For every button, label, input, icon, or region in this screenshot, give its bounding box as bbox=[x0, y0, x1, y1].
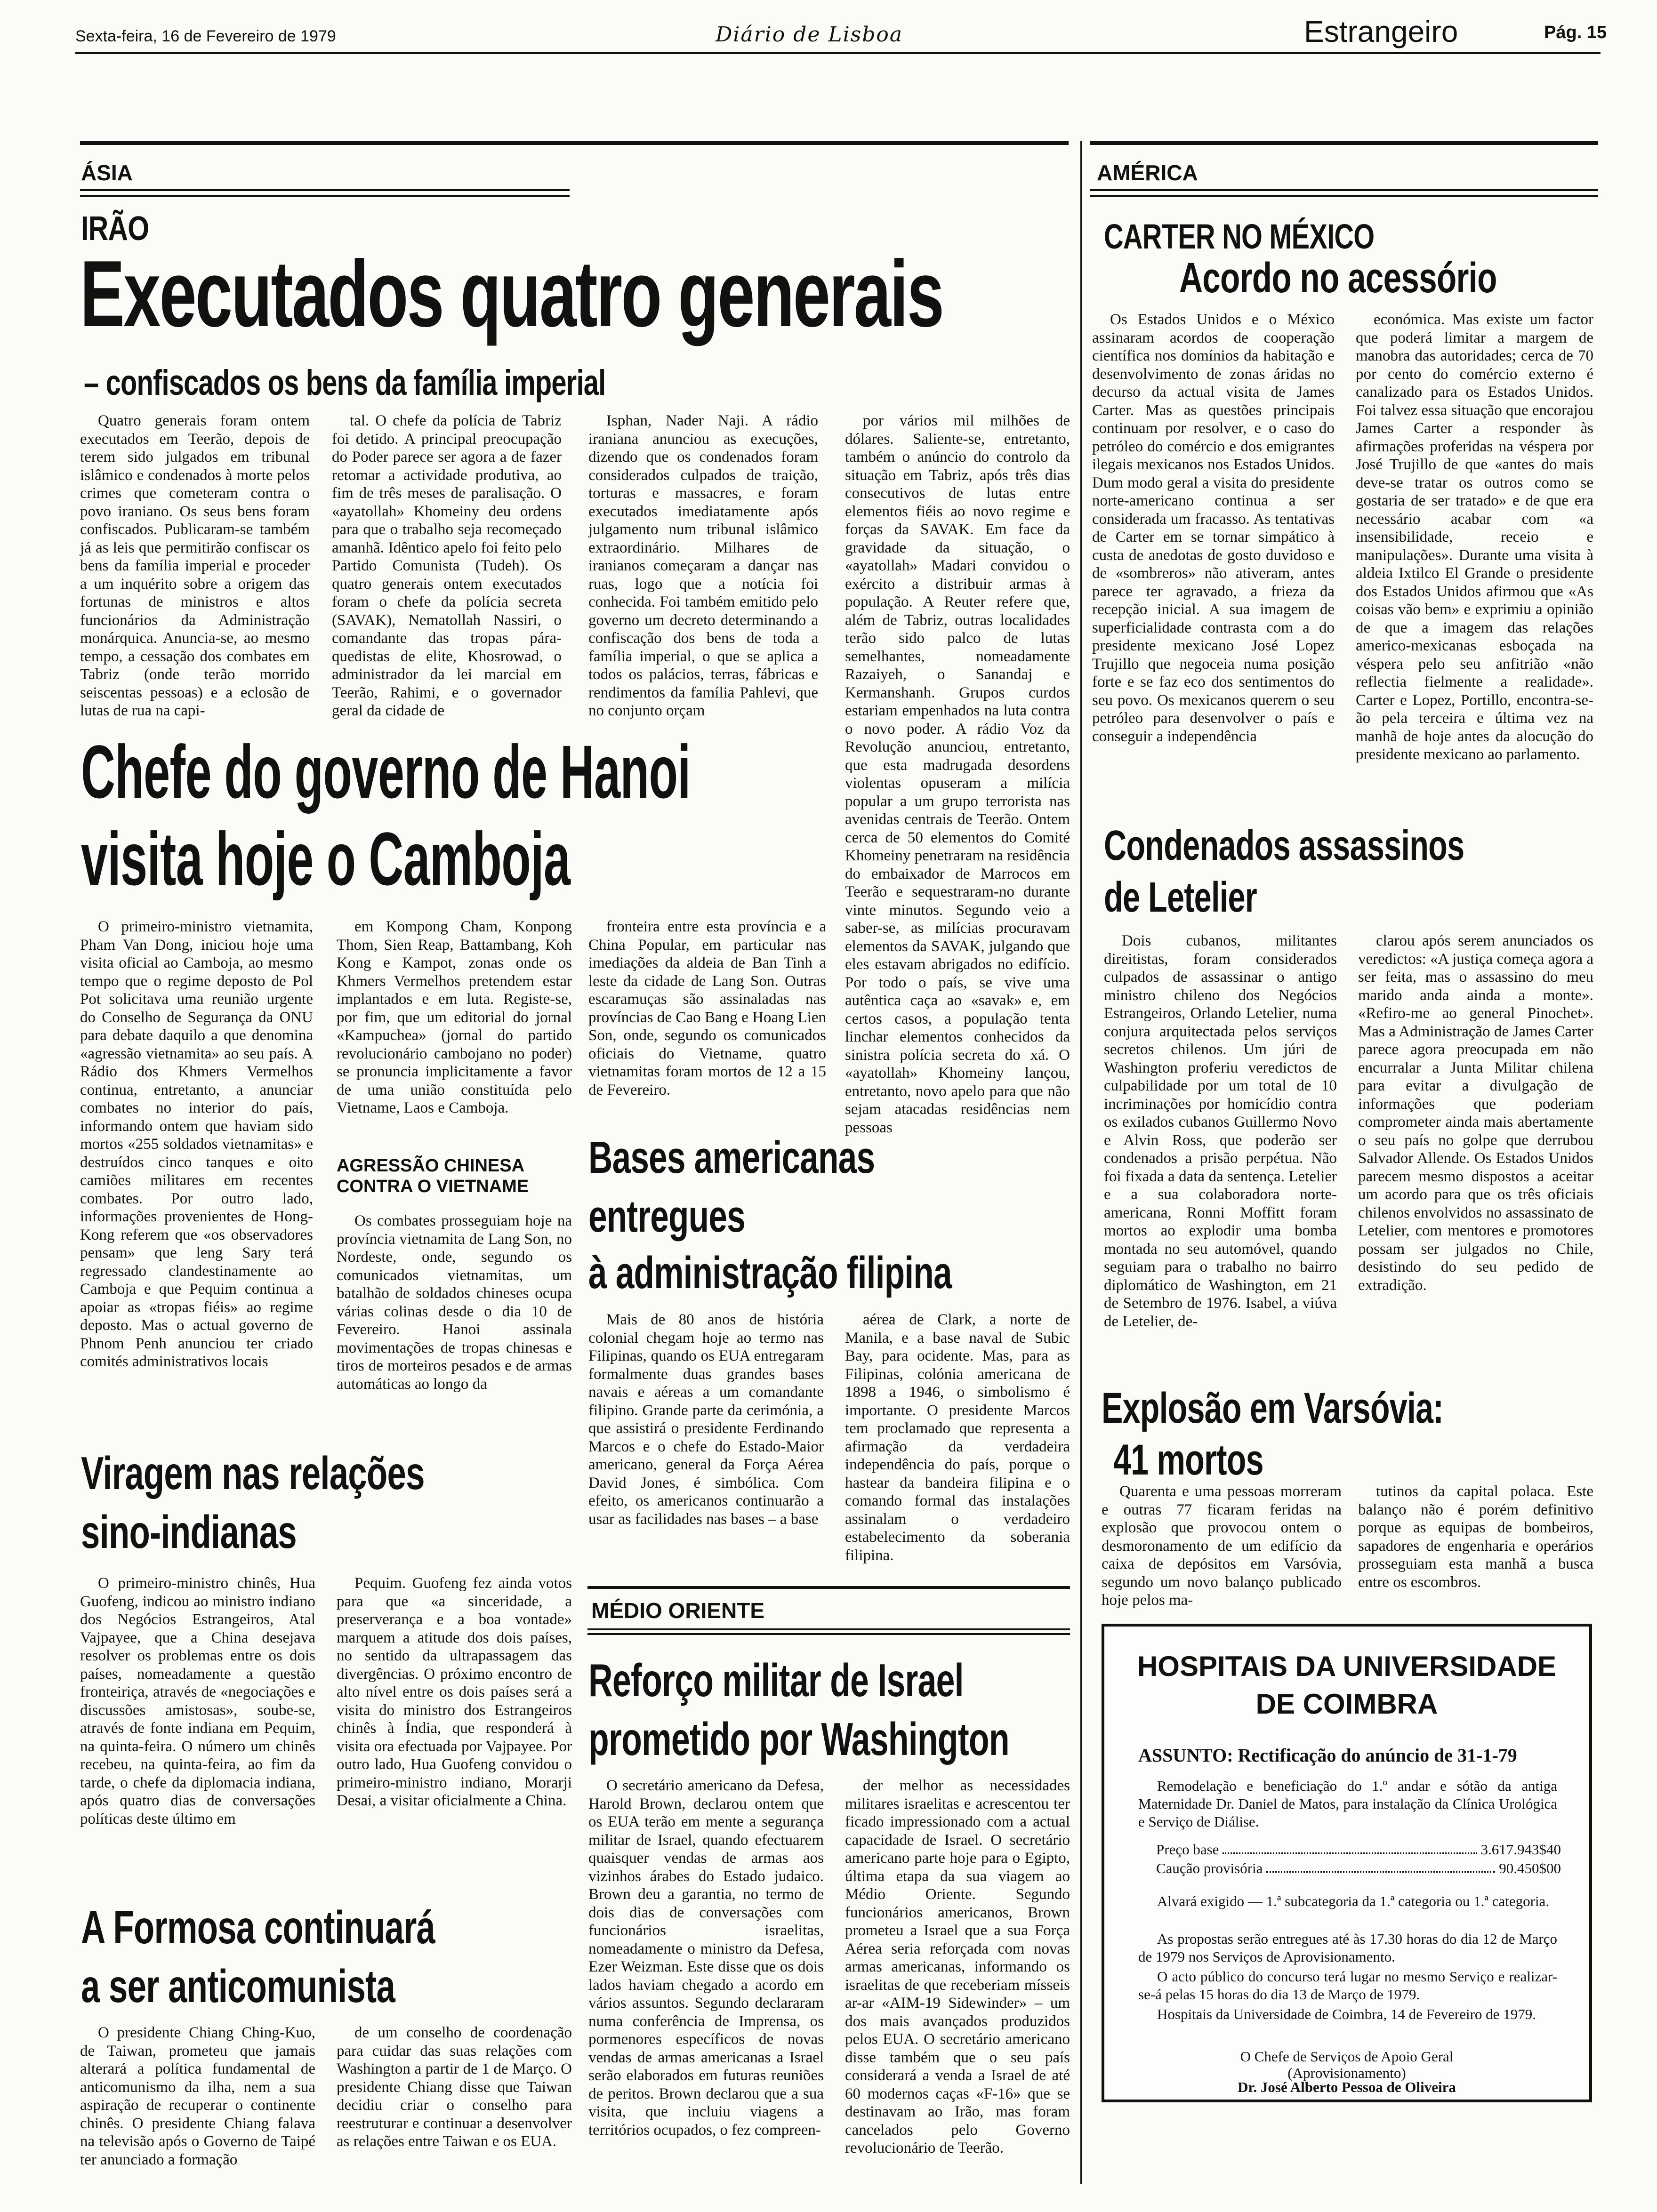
letelier-col-2: clarou após serem anunciados os veredictos: «A justiça começa agora a ser feita, mas o assassino do meu marido anda ainda a monte». «Refiro-me ao general Pinochet». Mas a Administração de James Carter parece agora preocupada em não encurralar a Junta Militar chilena para evitar a divulgação de informações que poderiam comprometer ainda mais abertamente o seu país no golpe que derrubou Salvador Allende. Os Estados Unidos parecem mesmo dispostos a aceitar um acordo para que os três oficiais chilenos envolvidos no assassinato de Letelier, com mentores e promotores possam ser julgados no Chile, desistindo do seu pedido de extradição. bbox=[1358, 932, 1593, 1294]
section-label-america: AMÉRICA bbox=[1097, 160, 1198, 185]
asia-rule-bottom bbox=[80, 189, 570, 191]
ad-alvara: Alvará exigido — 1.ª subcategoria da 1.ª categoria ou 1.ª categoria. bbox=[1157, 1893, 1550, 1909]
iran-subhead: – confiscados os bens da família imperial bbox=[84, 363, 606, 403]
israel-headline-2: prometido por Washington bbox=[588, 1713, 1009, 1765]
hanoi-subhead: AGRESSÃO CHINESA CONTRA O VIETNAME bbox=[337, 1156, 529, 1196]
ad-preco-label: Preço base bbox=[1156, 1841, 1219, 1858]
ad-caucao-value: 90.450$00 bbox=[1499, 1860, 1561, 1876]
varsovia-headline-2: 41 mortos bbox=[1113, 1436, 1263, 1484]
bases-headline-1: Bases americanas bbox=[588, 1132, 875, 1183]
carter-kicker: CARTER NO MÉXICO bbox=[1104, 217, 1375, 256]
masthead-rule bbox=[75, 52, 1601, 54]
iran-kicker: IRÃO bbox=[81, 210, 149, 248]
hanoi-headline-2: visita hoje o Camboja bbox=[81, 817, 571, 901]
carter-col-2: económica. Mas existe um factor que poderá limitar a margem de manobra das autoridades; cerca de 70 por cento do comércio externo é canalizado para os Estados Unidos. Foi talvez essa situação que encorajou James Carter a responder às afirmações proferidas na véspera por José Trujillo de que «antes do mais deve-se tratar os outros como se gostaria de ser tratado» e de que era necessário acabar com «a insensibilidade, receio e manipulações». Durante uma visita à aldeia Ixtilco El Grande o presidente dos Estados Unidos afirmou que «As coisas vão bem» e exprimiu a opinião de que a imagem das relações americo-mexicanas esboçada na véspera pelo seu anfitrião «não reflectia fielmente a realidade». Carter e Lopez, Portillo, encontra-se-ão pela terceira e última vez na manhã de hoje antes da alocução do presidente mexicano ao parlamento. bbox=[1356, 311, 1593, 763]
varsovia-headline-1: Explosão em Varsóvia: bbox=[1102, 1384, 1444, 1432]
ad-signature-2: (Aprovisionamento) bbox=[1287, 2065, 1406, 2081]
masthead-page: Pág. 15 bbox=[1544, 23, 1607, 42]
ad-body-1: Remodelação e beneficiação do 1.º andar e sótão da antiga Maternidade Dr. Daniel de Matos, para instalação da Clínica Urológica e Serviço de Diálise. bbox=[1138, 1778, 1557, 1830]
hanoi-col-3: fronteira entre esta província e a China Popular, em particular nas imediações da aldeia de Ban Tinh a leste da cidade de Lang Son. Outras escaramuças são assinaladas nas províncias de Cao Bang e Hoang Lien Son, onde, segundo os comunicados oficiais do Vietname, quatro vietnamitas foram mortos de 12 a 15 de Fevereiro. bbox=[588, 918, 826, 1098]
israel-headline-1: Reforço militar de Israel bbox=[588, 1654, 964, 1706]
hanoi-col-2b: Os combates prosseguiam hoje na província vietnamita de Lang Son, no Nordeste, onde, segundo os comunicados vietnamitas, um batalhão de soldados chineses ocupa várias colinas desde o dia 10 de Fevereiro. Hanoi assinala movimentações de tropas chinesas e tiros de morteiros pesados e de armas automáticas ao longo da bbox=[337, 1212, 572, 1393]
ad-title-1: HOSPITAIS DA UNIVERSIDADE bbox=[1137, 1651, 1557, 1682]
formosa-headline-2: a ser anticomunista bbox=[81, 1960, 395, 2012]
sino-col-2: Pequim. Guofeng fez ainda votos para que «a sinceridade, a preserverança e a boa vontade» marquem a atitude dos dois países, no sentido da ultrapassagem das divergências. O próximo encontro de alto nível entre os dois países será a visita do ministro dos Estrangeiros chinês à Índia, que responderá à visita ora efectuada por Vajpayee. Por outro lado, Hua Guofeng convidou o primeiro-ministro indiano, Morarji Desai, a visitar oficialmente a China. bbox=[337, 1575, 572, 1809]
masthead-logo: Diário de Lisboa bbox=[716, 23, 903, 47]
sino-col-1: O primeiro-ministro chinês, Hua Guofeng, indicou ao ministro indiano dos Negócios Estrangeiros, Atal Vajpayee, que a China desejava resolver os problemas entre os dois países, nomeadamente a questão fronteiriça, através de «negociações e discussões amistosas», soube-se, através de fonte indiana em Pequim, na quinta-feira. O número um chinês recebeu, na quinta-feira, ao fim da tarde, o chefe da diplomacia indiana, após quatro dias de conversações políticas deste último em bbox=[80, 1575, 315, 1827]
ad-caucao-row bbox=[1156, 1859, 1561, 1877]
ad-signature-1: O Chefe de Serviços de Apoio Geral bbox=[1240, 2048, 1454, 2065]
letelier-headline-2: de Letelier bbox=[1104, 874, 1257, 921]
carter-headline: Acordo no acessório bbox=[1179, 255, 1497, 302]
sino-headline-2: sino-indianas bbox=[81, 1506, 297, 1558]
hanoi-headline-1: Chefe do governo de Hanoi bbox=[81, 729, 691, 814]
iran-headline: Executados quatro generais bbox=[80, 241, 943, 346]
ad-body-4: Hospitais da Universidade de Coimbra, 14 de Fevereiro de 1979. bbox=[1157, 2006, 1536, 2022]
bases-headline-3: à administração filipina bbox=[588, 1248, 952, 1298]
israel-col-2: der melhor as necessidades militares israelitas e acrescentou ter ficado impressionado com a actual capacidade de Israel. O secretário americano parte hoje para o Egipto, última etapa da sua viagem ao Médio Oriente. Segundo funcionários americanos, Brown prometeu a Israel que a sua Força Aérea seria reforçada com novas armas americanas, informando os israelitas de que receberiam mísseis ar-ar «AIM-19 Sidewinder» – um dos mais avançados produzidos pelos EUA. O secretário americano disse também que o seu país considerará a venda a Israel de até 60 modernos caças «F-16» que se destinavam ao Irão, mas foram cancelados pelo Governo revolucionário de Teerão. bbox=[845, 1777, 1070, 2156]
hanoi-col-2a: em Kompong Cham, Konpong Thom, Sien Reap, Battambang, Koh Kong e Kampot, zonas onde os Khmers Vermelhos pretendem estar implantados e em luta. Registe-se, por fim, que um editorial do jornal «Kampuchea» (jornal do partido revolucionário cambojano no poder) se pronuncia implicitamente a favor de uma união constituída pelo Vietname, Laos e Camboja. bbox=[337, 918, 572, 1116]
formosa-col-2: de um conselho de coordenação para cuidar das suas relações com Washington a partir de 1 de Março. O presidente Chiang disse que Taiwan decidiu criar o conselho para reestruturar e continuar a desenvolver as relações entre Taiwan e os EUA. bbox=[337, 2024, 572, 2150]
ad-title-2: DE COIMBRA bbox=[1255, 1688, 1438, 1720]
bases-headline-2: entregues bbox=[588, 1191, 745, 1242]
sino-headline-1: Viragem nas relações bbox=[81, 1447, 425, 1499]
ad-preco-row bbox=[1156, 1841, 1561, 1859]
letelier-col-1: Dois cubanos, militantes direitistas, foram considerados culpados de assassinar o antigo ministro chileno dos Negócios Estrangeiros, Orlando Letelier, numa conjura arquitectada pelos serviços secretos chilenos. Um júri de Washington proferiu veredictos de culpabilidade por um total de 10 incriminações por homicídio contra os exilados cubanos Guillermo Novo e Alvin Ross, que poderão ser condenados a prisão perpétua. Não foi fixada a data da sentença. Letelier e a sua colaboradora norte-americana, Ronni Moffitt foram mortos ao explodir uma bomba montada no seu automóvel, quando seguiam para o trabalho no bairro diplomático de Washington, em 21 de Setembro de 1976. Isabel, a viúva de Letelier, de- bbox=[1104, 932, 1337, 1330]
masthead-date: Sexta-feira, 16 de Fevereiro de 1979 bbox=[75, 27, 336, 45]
asia-rule-top bbox=[80, 141, 1069, 145]
hanoi-col-1: O primeiro-ministro vietnamita, Pham Van Dong, iniciou hoje uma visita oficial ao Camboja, ao mesmo tempo que o regime deposto de Pol Pot solicitava uma reunião urgente do Conselho de Segurança da ONU para debate daquilo a que denomina «agressão vietnamita» ao seu país. A Rádio dos Khmers Vermelhos continua, entretanto, a anunciar combates no interior do país, informando ontem que haviam sido mortos «255 soldados vietnamitas» e destruídos cinco tanques e oito camiões militares em recentes combates. Por outro lado, informações provenientes de Hong-Kong referem que «os observadores pensam» que leng Sary terá regressado clandestinamente ao Camboja e que Pequim continua a apoiar as «tropas fiéis» ao regime deposto. Mas o actual governo de Phnom Penh anunciou ter criado comités administrativos locais bbox=[80, 918, 313, 1370]
israel-col-1: O secretário americano da Defesa, Harold Brown, declarou ontem que os EUA terão em mente a segurança militar de Israel, quando efectuarem quaisquer vendas de armas aos vizinhos árabes do Estado judaico. Brown deu a garantia, no termo de dois dias de conversações com funcionários israelitas, nomeadamente o ministro da Defesa, Ezer Weizman. Este disse que os dois lados haviam chegado a acordo em vários assuntos. Segundo declararam numa conferência de Imprensa, os pormenores específicos de novas vendas de armas americanas a Israel serão elaborados em futuras reuniões de peritos. Brown declarou que a sua visita, que incluiu viagens a territórios ocupados, o fez compreen- bbox=[588, 1777, 824, 2139]
column-divider bbox=[1080, 141, 1082, 2184]
section-label-asia: ÁSIA bbox=[81, 160, 133, 185]
masthead-section: Estrangeiro bbox=[1304, 15, 1458, 48]
varsovia-col-2: tutinos da capital polaca. Este balanço não é porém definitivo porque as equipas de bombeiros, sapadores de engenharia e operários prosseguiam esta manhã a busca entre os escombros. bbox=[1358, 1483, 1593, 1591]
ad-caucao-label: Caução provisória bbox=[1156, 1860, 1263, 1876]
ad-preco-value: 3.617.943$40 bbox=[1480, 1841, 1561, 1858]
ad-signature-3: Dr. José Alberto Pessoa de Oliveira bbox=[1238, 2079, 1456, 2095]
varsovia-col-1: Quarenta e uma pessoas morreram e outras 77 ficaram feridas na explosão que provocou ontem o desmoronamento de um edifício da caixa de depósitos em Varsóvia, segundo um novo balanço publicado hoje pelos ma- bbox=[1102, 1483, 1342, 1609]
bases-col-2: aérea de Clark, a norte de Manila, e a base naval de Subic Bay, para ocidente. Mas, para as Filipinas, colónia americana de 1898 a 1946, o simbolismo é importante. O presidente Marcos tem proclamado que representa a afirmação da verdadeira independência do país, porque o hastear da bandeira filipina e o comando formal das instalações assinalam o verdadeiro estabelecimento da soberania filipina. bbox=[845, 1311, 1070, 1564]
iran-col-3: Isphan, Nader Naji. A rádio iraniana anunciou as execuções, dizendo que os condenados foram considerados culpados de traição, torturas e massacres, e foram executados imediatamente após julgamento num tribunal islâmico extraordinário. Milhares de iranianos começaram a dançar nas ruas, logo que a notícia foi conhecida. Foi também emitido pelo governo um decreto determinando a confiscação dos bens de toda a família imperial, o que se aplica a todos os palácios, terras, fábricas e rendimentos da família Pahlevi, que no conjunto orçam bbox=[588, 412, 818, 719]
iran-col-4: por vários mil milhões de dólares. Saliente-se, entretanto, também o anúncio do controlo da situação em Tabriz, após três dias consecutivos de lutas entre elementos fiéis ao novo regime e forças da SAVAK. Em face da gravidade da situação, o «ayatollah» Madari convidou o exército a distribuir armas à população. A Reuter refere que, além de Tabriz, outras localidades terão sido palco de lutas semelhantes, nomeadamente Razaiyeh, o Sanandaj e Kermanshanh. Grupos curdos estariam empenhados na luta contra o novo poder. A rádio Voz da Revolução anunciou, entretanto, que esta madrugada desordens violentas opuseram a milícia popular a um grupo terrorista nas avenidas centrais de Teerão. Ontem cerca de 50 elementos do Comité Khomeiny penetraram na residência do embaixador de Marrocos em Teerão e sequestraram-no durante vinte minutos. Segundo veio a saber-se, as milícias procuravam elementos da SAVAK, julgando que eles estavam abrigados no edifício. Por todo o país, se vive uma autêntica caça ao «savak» e, em certos casos, a população tenta linchar elementos conhecidos da sinistra polícia secreta do xá. O «ayatollah» Khomeiny lançou, entretanto, novo apelo para que não sejam atacadas residências nem pessoas bbox=[845, 412, 1070, 1136]
ad-body-2: As propostas serão entregues até às 17.30 horas do dia 12 de Março de 1979 nos Serviços de Aprovisionamento. bbox=[1138, 1931, 1557, 1965]
carter-col-1: Os Estados Unidos e o México assinaram acordos de cooperação científica nos domínios da habitação e desenvolvimento de zonas áridas no decurso da actual visita de James Carter. Mas as questões principais continuam por resolver, e o caso do petróleo do comércio e dos emigrantes ilegais mexicanos nos Estados Unidos. Dum modo geral a visita do presidente norte-americano continua a ser considerada um fracasso. As tentativas de Carter em se tornar simpático à custa de anedotas de gosto duvidoso e de «sombreros» não ativeram, antes parece ter agravado, a frieza da recepção inicial. A sua imagem de superficialidade contrasta com a do presidente mexicano José Lopez Trujillo que negoceia numa posição forte e se faz eco dos sentimentos do seu povo. Os mexicanos querem o seu petróleo para desenvolver o país e conseguir a independência bbox=[1092, 311, 1335, 745]
ad-assunto: ASSUNTO: Rectificação do anúncio de 31-1-79 bbox=[1138, 1745, 1517, 1766]
section-label-medio-oriente: MÉDIO ORIENTE bbox=[591, 1598, 765, 1623]
ad-body-3: O acto público do concurso terá lugar no mesmo Serviço e realizar-se-á pelas 15 horas do dia 13 de Março de 1979. bbox=[1138, 1968, 1557, 2003]
formosa-headline-1: A Formosa continuará bbox=[81, 1901, 435, 1953]
formosa-col-1: O presidente Chiang Ching-Kuo, de Taiwan, prometeu que jamais alterará a política fundamental de anticomunismo da ilha, nem a sua aspiração de recuperar o continente chinês. O presidente Chiang falava na televisão após o Governo de Taipé ter anunciado a formação bbox=[80, 2024, 315, 2168]
iran-col-2: tal. O chefe da polícia de Tabriz foi detido. A principal preocupação do Poder parece ser agora a de fazer retomar a actividade produtiva, ao fim de três meses de paralisação. O «ayatollah» Khomeiny deu ordens para que o trabalho seja recomeçado amanhã. Idêntico apelo foi feito pelo Partido Comunista (Tudeh). Os quatro generais ontem executados foram o chefe da polícia secreta (SAVAK), Nematollah Nassiri, o comandante das tropas pára-quedistas de elite, Khosrowad, o administrador da lei marcial em Teerão, Rahimi, e o governador geral da cidade de bbox=[332, 412, 562, 719]
hospital-ad-box bbox=[1102, 1624, 1592, 2102]
letelier-headline-1: Condenados assassinos bbox=[1104, 822, 1464, 869]
iran-col-1: Quatro generais foram ontem executados em Teerão, depois de terem sido julgados em tribunal islâmico e condenados à morte pelos crimes que cometeram contra o povo iraniano. Os seus bens foram confiscados. Publicaram-se também já as leis que permitirão confiscar os bens da família imperial e proceder a um inquérito sobre a origem das fortunas de ministros e altos funcionários da Administração monárquica. Anuncia-se, ao mesmo tempo, a cessação dos combates em Tabriz (onde terão morrido seiscentas pessoas) e a eclosão de lutas de rua na capi- bbox=[80, 412, 310, 719]
bases-col-1: Mais de 80 anos de história colonial chegam hoje ao termo nas Filipinas, quando os EUA entregaram formalmente duas grandes bases navais e aéreas a um comandante filipino. Grande parte da cerimónia, a que assistirá o presidente Ferdinando Marcos e o chefe do Estado-Maior americano, general da Força Aérea David Jones, é simbólica. Com efeito, os americanos continuarão a usar as facilidades nas bases – a base bbox=[588, 1311, 824, 1528]
